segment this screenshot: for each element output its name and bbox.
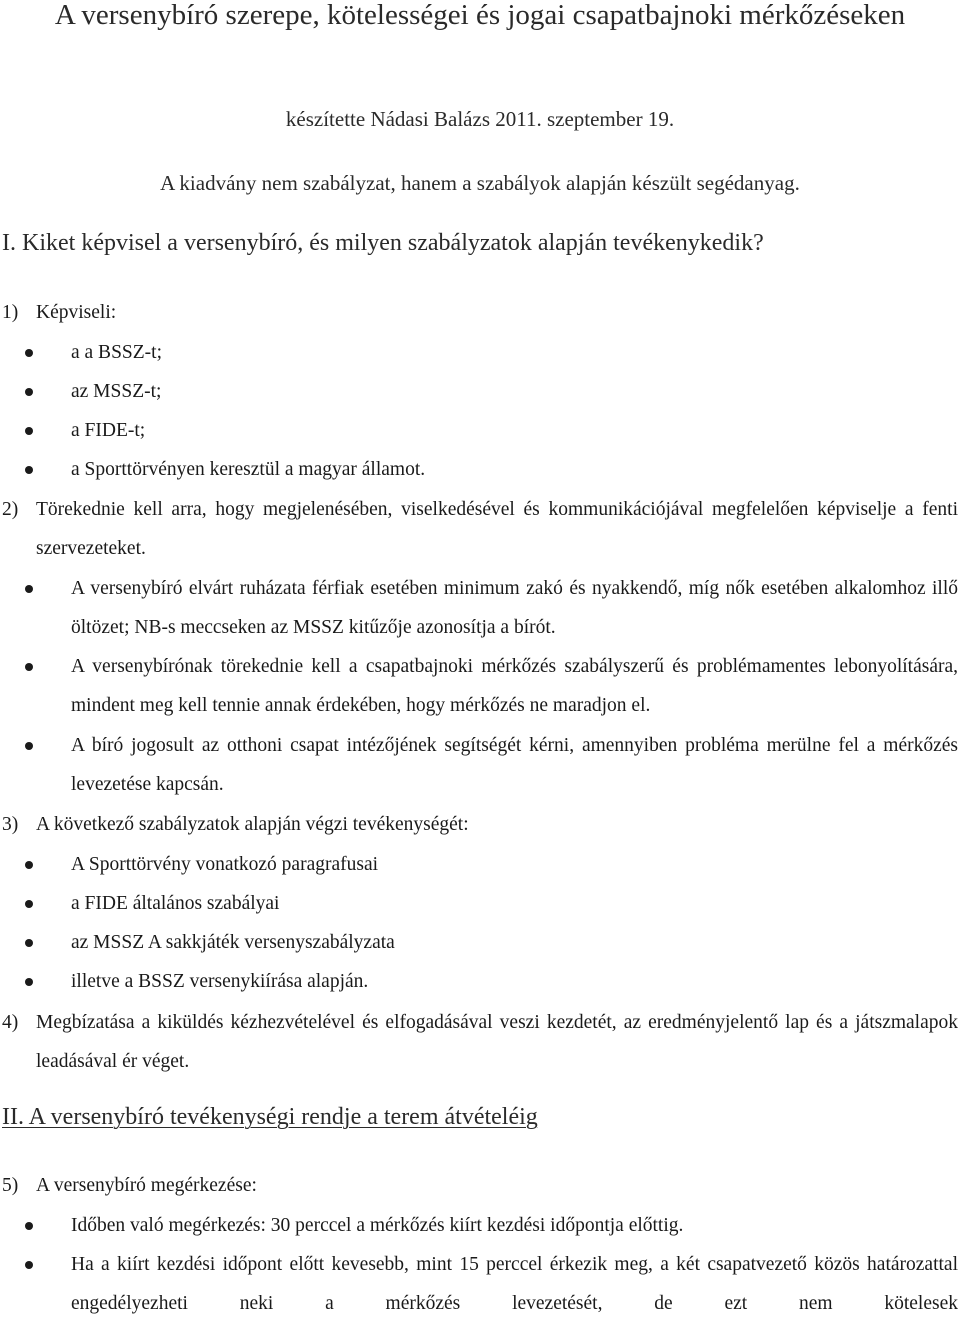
numbered-item-4 [2, 1003, 958, 1081]
item-number: 1) [2, 302, 19, 323]
author-line: készítette Nádasi Balázs 2011. szeptember 19. [285, 107, 675, 131]
bullet-item: A bíró jogosult az otthoni csapat intézőjének segítségét kérni, amennyiben probléma merülne fel a mérkőzés levezetése kapcsán. [25, 726, 958, 804]
numbered-item-3 [2, 805, 958, 844]
numbered-item-5 [2, 1166, 958, 1205]
document-title: A versenybíró szerepe, kötelességei és jogai csapatbajnoki mérkőzéseken [54, 0, 906, 31]
bullet-item: az MSSZ-t; [25, 372, 958, 411]
bullet-icon [25, 349, 33, 357]
bullet-item: a Sporttörvényen keresztül a magyar államot. [25, 450, 958, 489]
numbered-item-2 [2, 490, 958, 568]
bullet-item: az MSSZ A sakkjáték versenyszabályzata [25, 923, 958, 962]
bullet-icon [25, 585, 33, 593]
bullet-item: Ha a kiírt kezdési időpont előtt kevesebb, mint 15 perccel érkezik meg, a két csapatvezető közös határozattal engedélyezheti neki a mérkőzés levezetését, de ezt nem kötelesek [25, 1245, 958, 1323]
item-number: 2) [2, 499, 19, 520]
bullet-item: A versenybíró elvárt ruházata férfiak esetében minimum zakó és nyakkendő, míg nők esetében alkalomhoz illő öltözet; NB-s meccseken az MSSZ kitűzője azonosítja a bírót. [25, 569, 958, 647]
bullet-item: a FIDE-t; [25, 411, 958, 450]
bullet-item: A Sporttörvény vonatkozó paragrafusai [25, 845, 958, 884]
item-text: Törekednie kell arra, hogy megjelenésében, viselkedésével és kommunikációjával megfelelően képviselje a fenti szervezeteket. [36, 499, 958, 559]
item-text: A versenybíró megérkezése: [36, 1175, 257, 1196]
bullet-icon [25, 1222, 33, 1230]
bullet-item: a FIDE általános szabályai [25, 884, 958, 923]
disclaimer-line: A kiadvány nem szabályzat, hanem a szabályok alapján készült segédanyag. [160, 171, 800, 195]
item-number: 4) [2, 1012, 19, 1033]
item-text: Képviseli: [36, 302, 117, 323]
section-2-heading: II. A versenybíró tevékenységi rendje a terem átvételéig [2, 1104, 538, 1130]
bullet-item: a a BSSZ-t; [25, 333, 958, 372]
bullet-icon [25, 900, 33, 908]
bullet-item: A versenybírónak törekednie kell a csapatbajnoki mérkőzés szabályszerű és problémamentes lebonyolítására, mindent meg kell tennie annak érdekében, hogy mérkőzés ne maradjon el. [25, 647, 958, 725]
item-text: A következő szabályzatok alapján végzi tevékenységét: [36, 814, 469, 835]
bullet-icon [25, 466, 33, 474]
bullet-icon [25, 388, 33, 396]
bullet-icon [25, 861, 33, 869]
bullet-icon [25, 427, 33, 435]
section-1-heading: I. Kiket képvisel a versenybíró, és milyen szabályzatok alapján tevékenykedik? [2, 230, 764, 256]
item-number: 3) [2, 814, 19, 835]
item-text: Megbízatása a kiküldés kézhezvételével és elfogadásával veszi kezdetét, az eredményjelentő lap és a játszmalapok leadásával ér véget. [36, 1012, 958, 1072]
bullet-icon [25, 1261, 33, 1269]
bullet-icon [25, 978, 33, 986]
bullet-item: Időben való megérkezés: 30 perccel a mérkőzés kiírt kezdési időpontja előttig. [25, 1206, 958, 1245]
bullet-icon [25, 663, 33, 671]
bullet-icon [25, 939, 33, 947]
bullet-item: illetve a BSSZ versenykiírása alapján. [25, 962, 958, 1001]
bullet-icon [25, 742, 33, 750]
item-number: 5) [2, 1175, 19, 1196]
numbered-item-1 [2, 293, 958, 332]
